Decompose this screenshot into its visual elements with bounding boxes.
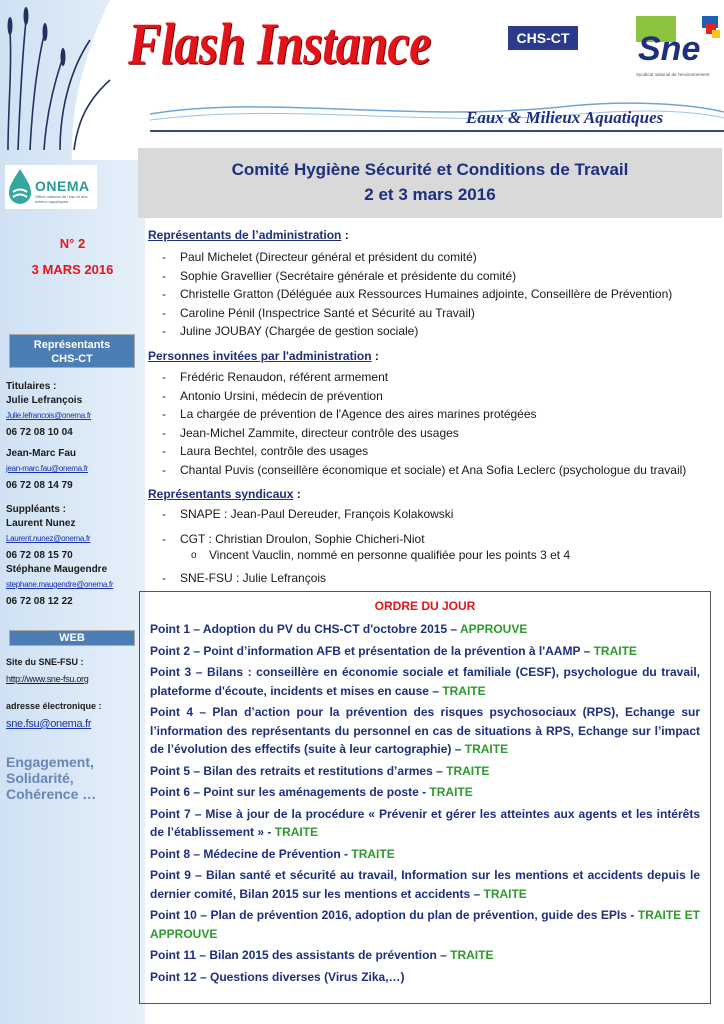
titulaires-label: Titulaires :	[6, 381, 57, 392]
agenda-item-text: Point 8 – Médecine de Prévention -	[150, 846, 349, 861]
agenda-item-status: APPROUVE	[460, 622, 528, 636]
site-url-link[interactable]: http://www.sne-fsu.org	[6, 674, 89, 684]
agenda-item-text: Point 11 – Bilan 2015 des assistants de prévention –	[150, 948, 447, 962]
list-item: - Jean-Michel Zammite, directeur contrôle des usages	[162, 424, 686, 443]
agenda-item-status: TRAITE ET APPROUVE	[150, 908, 701, 941]
titulaire-1-name: Julie Lefrançois	[6, 395, 83, 406]
list-item: - Frédéric Renaudon, référent armement	[162, 368, 686, 387]
suppleant-1-phone: 06 72 08 15 70	[6, 550, 73, 561]
titulaire-2-name: Jean-Marc Fau	[6, 448, 77, 459]
list-item: - Antonio Ursini, médecin de prévention	[162, 387, 686, 406]
syndicaux-heading-colon: :	[293, 487, 301, 501]
titulaire-2-phone: 06 72 08 14 79	[6, 480, 73, 491]
invites-heading-colon: :	[371, 349, 379, 363]
agenda-item-text: Point 9 – Bilan santé et sécurité au travail, Information sur les mentions et accidents depuis le dernier comité, Bilan 2015 sur les mentions et accidents –	[150, 868, 700, 901]
agenda-item-text: Point 4 – Plan d’action pour la prévention des risques psychosociaux (RPS), Echange sur l’information des représentants du personnel en cas de situations à RPS, Echange sur l’impact de l’évolution des effectifs (suite à leur cartographie) –	[150, 705, 700, 756]
administration-heading-colon: :	[341, 228, 349, 242]
suppleant-1-email[interactable]: Laurent.nunez@onema.fr	[6, 534, 91, 543]
sne-wordmark: Sne	[638, 30, 701, 68]
agenda-item-status: TRAITE	[464, 742, 509, 756]
administration-list	[162, 248, 672, 341]
suppleants-label: Suppléants :	[6, 504, 67, 515]
agenda-item	[150, 866, 700, 903]
agenda-item-status: TRAITE	[593, 643, 637, 658]
web-heading: WEB	[9, 630, 135, 646]
invites-heading-text: Personnes invitées par l'administration	[148, 349, 372, 363]
agenda-item-text: Point 12 – Questions diverses (Virus Zika,…)	[150, 969, 405, 984]
list-item: - Chantal Puvis (conseillère économique et sociale) et Ana Sofia Leclerc (psychologue du travail)	[162, 461, 686, 480]
onema-logo	[5, 165, 97, 209]
list-item: - SNAPE : Jean-Paul Dereuder, François Kolakowski	[162, 505, 570, 524]
meeting-title-box	[138, 148, 722, 218]
agenda-item-status: TRAITE	[429, 785, 473, 799]
syndicaux-heading-text: Représentants syndicaux	[148, 487, 294, 501]
suppleant-2-name: Stéphane Maugendre	[6, 564, 108, 575]
onema-drop-icon	[5, 165, 35, 209]
slogan-line-2: Solidarité,	[6, 770, 74, 786]
contact-email-link[interactable]: sne.fsu@onema.fr	[6, 718, 92, 730]
onema-wordmark: ONEMA	[35, 178, 90, 194]
agenda-item	[150, 620, 700, 639]
list-item: - Paul Michelet (Directeur général et président du comité)	[162, 248, 672, 267]
list-item: - Christelle Gratton (Déléguée aux Ressources Humaines adjointe, Conseillère de Prévention)	[162, 285, 672, 304]
agenda-item-text: Point 7 – Mise à jour de la procédure « Prévenir et gérer les atteintes aux agents et les intérêts de l’établissement » -	[150, 806, 700, 839]
agenda-item-text: Point 2 – Point d’information AFB et présentation de la prévention à l'AAMP –	[150, 643, 591, 658]
slogan-line-3: Cohérence …	[6, 786, 97, 802]
issue-number: N° 2	[59, 236, 86, 251]
representatives-heading	[9, 334, 135, 368]
list-item: - SNE-FSU : Julie Lefrançois	[162, 569, 570, 588]
agenda-item	[150, 703, 700, 759]
sne-logo	[632, 14, 720, 70]
agenda-item	[150, 946, 700, 965]
header-divider	[150, 130, 724, 132]
agenda-item	[150, 663, 700, 700]
titulaire-1-email[interactable]: Julie.lefrancois@onema.fr	[6, 411, 92, 420]
list-sub-item: o Vincent Vauclin, nommé en personne qualifiée pour les points 3 et 4	[162, 548, 570, 563]
agenda-list	[150, 620, 700, 989]
list-item: - Caroline Pénil (Inspectrice Santé et Sécurité au Travail)	[162, 304, 672, 323]
agenda-box	[139, 591, 711, 1004]
titulaire-1-phone: 06 72 08 10 04	[6, 427, 73, 438]
agenda-item-text: Point 6 – Point sur les aménagements de poste -	[150, 785, 427, 799]
invites-list	[162, 368, 686, 479]
invites-heading	[148, 349, 379, 363]
sne-caption: Syndicat national de l'environnement	[636, 72, 710, 77]
agenda-item	[150, 968, 700, 987]
slogan	[6, 754, 96, 802]
syndicaux-list	[162, 505, 570, 588]
agenda-item-status: TRAITE	[274, 825, 319, 839]
agenda-item	[150, 642, 700, 661]
email-label: adresse électronique :	[6, 701, 102, 711]
chsct-badge: CHS-CT	[508, 26, 578, 50]
site-label: Site du SNE-FSU :	[6, 657, 84, 667]
list-item: - Laura Bechtel, contrôle des usages	[162, 442, 686, 461]
agenda-item-text: Point 3 – Bilans : conseillère en économie sociale et familiale (CESF), psychologue du travail, plateforme d'écoute, incidents et mises en cause –	[150, 665, 700, 698]
newsletter-subtitle: Eaux & Milieux Aquatiques	[466, 108, 664, 127]
meeting-date: 2 et 3 mars 2016	[364, 185, 496, 204]
agenda-item-text: Point 5 – Bilan des retraits et restitutions d’armes –	[150, 763, 443, 778]
agenda-title: ORDRE DU JOUR	[374, 599, 476, 613]
reps-title-line2: CHS-CT	[51, 353, 93, 365]
agenda-item	[150, 845, 700, 864]
list-item: - CGT : Christian Droulon, Sophie Chicheri-Niot	[162, 530, 570, 549]
agenda-item	[150, 906, 700, 943]
slogan-line-1: Engagement,	[6, 754, 94, 770]
suppleant-2-email[interactable]: stephane.maugendre@onema.fr	[6, 580, 114, 589]
agenda-item-text: Point 1 – Adoption du PV du CHS-CT d'octobre 2015 –	[150, 622, 458, 636]
issue-date: 3 MARS 2016	[31, 262, 114, 277]
agenda-item-status: TRAITE	[483, 886, 527, 901]
agenda-item-text: Point 10 – Plan de prévention 2016, adoption du plan de prévention, guide des EPIs -	[150, 908, 635, 922]
titulaire-2-email[interactable]: jean-marc.fau@onema.fr	[6, 464, 89, 473]
syndicaux-heading	[148, 487, 301, 501]
agenda-item	[150, 783, 700, 802]
administration-heading-text: Représentants de l’administration	[148, 228, 342, 242]
reps-title-line1: Représentants	[33, 339, 111, 351]
newsletter-title: Flash Instance	[128, 10, 431, 77]
suppleant-1-name: Laurent Nunez	[6, 518, 76, 529]
agenda-item-status: TRAITE	[450, 948, 494, 962]
agenda-item-status: TRAITE	[446, 763, 490, 778]
meeting-title: Comité Hygiène Sécurité et Conditions de Travail	[231, 160, 629, 179]
list-item: - La chargée de prévention de l'Agence des aires marines protégées	[162, 405, 686, 424]
agenda-item-status: TRAITE	[351, 846, 395, 861]
suppleant-2-phone: 06 72 08 12 22	[6, 596, 73, 607]
list-item: - Sophie Gravellier (Secrétaire générale et présidente du comité)	[162, 267, 672, 286]
list-item: - Juline JOUBAY (Chargée de gestion sociale)	[162, 322, 672, 341]
agenda-item	[150, 762, 700, 781]
administration-heading	[148, 228, 349, 242]
agenda-item	[150, 805, 700, 842]
agenda-item-status: TRAITE	[442, 683, 486, 698]
onema-tagline: Office national de l'eau et des milieux aquatiques	[35, 194, 88, 204]
